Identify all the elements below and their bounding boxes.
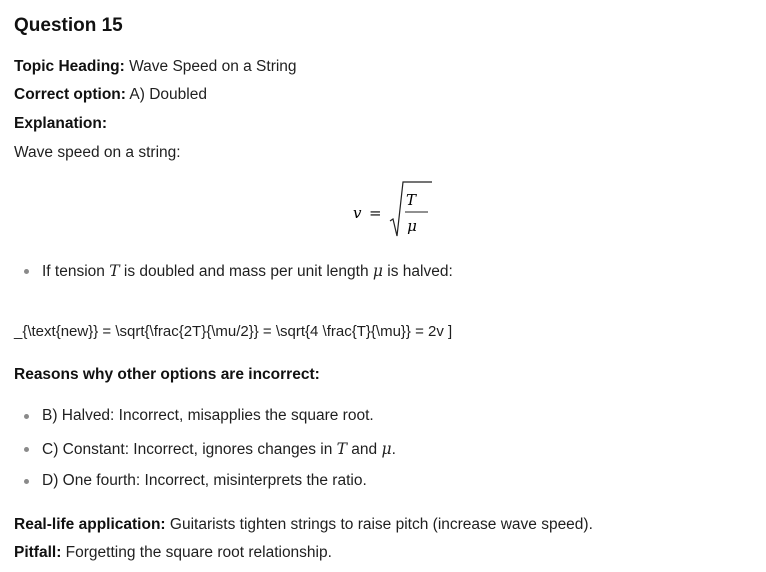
correct-option-line — [14, 86, 207, 104]
bullet-tension-change: If tension T is doubled and mass per unit length μ is halved: — [42, 262, 453, 280]
formula-equals: = — [369, 204, 382, 222]
wave-speed-formula — [350, 178, 450, 240]
bullet-dot — [24, 447, 29, 452]
formula-lhs: v — [353, 204, 362, 222]
correct-option-value: A) Doubled — [129, 86, 207, 103]
reasons-heading: Reasons why other options are incorrect: — [14, 366, 320, 383]
explanation-heading: Explanation: — [14, 115, 108, 132]
var-t: T — [336, 440, 347, 458]
topic-line — [14, 58, 297, 76]
intro-text: Wave speed on a string: — [14, 144, 181, 161]
unrendered-latex: _{\text{new}} = \sqrt{\frac{2T}{\mu/2}} = \sqrt{4 \frac{T}{\mu}} = 2v ] — [14, 323, 453, 340]
pitfall-line — [14, 544, 332, 562]
var-mu: μ — [372, 262, 383, 280]
application-value: Guitarists tighten strings to raise pitch (increase wave speed). — [165, 516, 593, 533]
bullet-dot — [24, 479, 29, 484]
application-label: Real-life application: — [14, 516, 166, 533]
correct-option-label: Correct option: — [14, 86, 126, 103]
reason-b: B) Halved: Incorrect, misapplies the square root. — [42, 407, 374, 424]
pitfall-label: Pitfall: — [14, 544, 62, 561]
application-line — [14, 516, 593, 534]
formula-numerator: T — [405, 191, 417, 209]
var-mu: μ — [381, 440, 392, 458]
var-t: T — [109, 262, 120, 280]
bullet-dot — [24, 269, 29, 274]
reason-d: D) One fourth: Incorrect, misinterprets the ratio. — [42, 472, 367, 489]
formula-denominator: μ — [407, 217, 417, 235]
reason-c: C) Constant: Incorrect, ignores changes in T and μ. — [42, 440, 396, 458]
topic-value: Wave Speed on a String — [129, 58, 297, 75]
question-title: Question 15 — [14, 15, 123, 36]
topic-label: Topic Heading: — [14, 58, 125, 75]
pitfall-value: Forgetting the square root relationship. — [61, 544, 332, 561]
bullet-dot — [24, 414, 29, 419]
